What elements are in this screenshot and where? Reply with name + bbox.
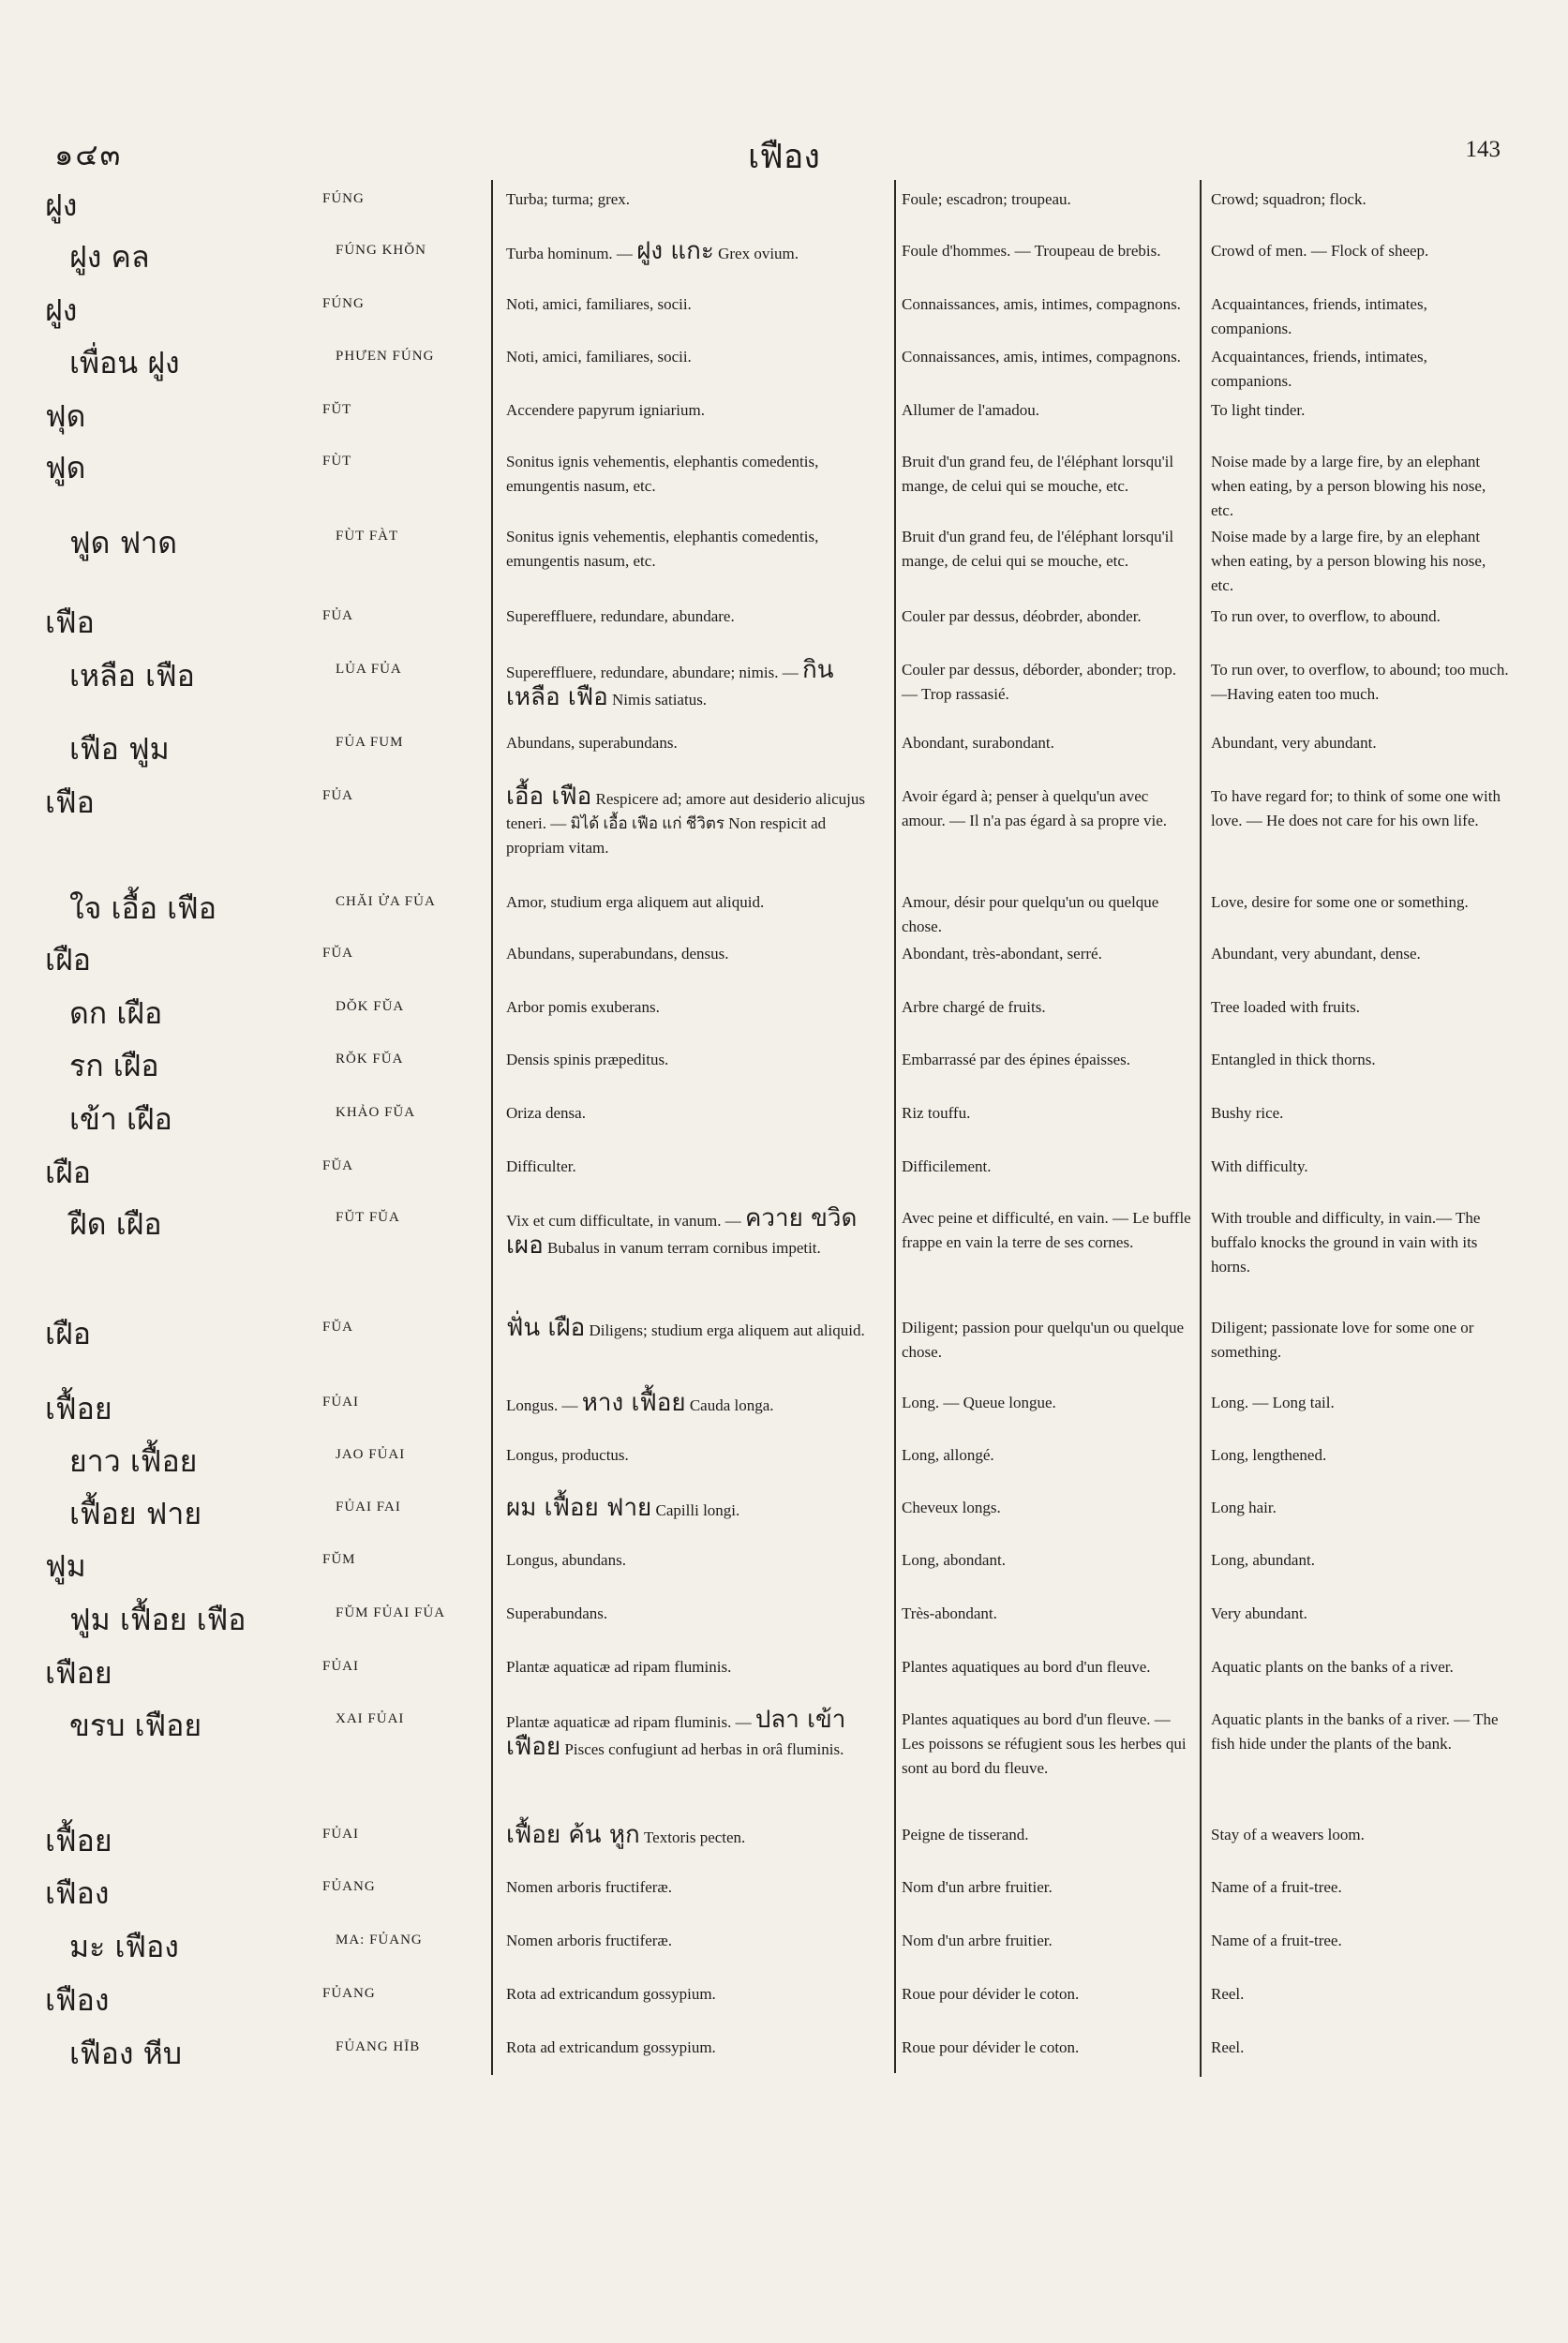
latin-definition	[506, 1708, 887, 1762]
english-definition: Noise made by a large fire, by an elephant when eating, by a person blowing his nose, etc.	[1211, 528, 1486, 594]
french-definition: Avoir égard à; penser à quelqu'un avec amour. — Il n'a pas égard à sa propre vie.	[902, 787, 1167, 829]
english-definition: To have regard for; to think of some one with love. — He does not care for his own life.	[1211, 787, 1501, 829]
english-definition: Abundant, very abundant.	[1211, 734, 1377, 752]
thai-page-number: ๑๔๓	[54, 138, 123, 172]
latin-definition: Longus, productus.	[506, 1446, 629, 1464]
romanization: FỦA	[322, 788, 354, 803]
romanization: FŬT	[322, 402, 352, 417]
french-definition: Bruit d'un grand feu, de l'éléphant lorsqu'il mange, de celui qui se mouche, etc.	[902, 453, 1174, 495]
latin-definition: Abundans, superabundans.	[506, 734, 678, 752]
english-definition: To light tinder.	[1211, 401, 1306, 419]
latin-thai-example: เฟื้อย ค้น หูก	[506, 1821, 640, 1849]
latin-definition	[506, 1391, 887, 1418]
latin-definition: Densis spinis præpeditus.	[506, 1051, 669, 1068]
french-definition: Connaissances, amis, intimes, compagnons.	[902, 295, 1181, 313]
english-definition: Very abundant.	[1211, 1604, 1307, 1622]
english-definition: Name of a fruit-tree.	[1211, 1878, 1342, 1896]
english-definition: Diligent; passionate love for some one or something.	[1211, 1319, 1474, 1361]
french-definition: Bruit d'un grand feu, de l'éléphant lorsqu'il mange, de celui qui se mouche, etc.	[902, 528, 1174, 570]
thai-headword: เฝือ	[45, 942, 91, 977]
romanization: XAI FỦAI	[336, 1711, 405, 1726]
romanization: FŬA	[322, 1158, 354, 1173]
latin-definition: Longus, abundans.	[506, 1551, 626, 1569]
latin-definition: Nomen arboris fructiferæ.	[506, 1932, 673, 1949]
romanization: FÙT	[322, 454, 352, 469]
latin-definition: Turba; turma; grex.	[506, 190, 631, 208]
thai-headword: เฟือ	[45, 604, 95, 640]
romanization: JAO FỦAI	[336, 1447, 406, 1462]
french-definition: Foule; escadron; troupeau.	[902, 190, 1071, 208]
thai-headword: เพื่อน ฝูง	[69, 345, 180, 381]
latin-text: Supereffluere, redundare, abundare; nimis. —	[506, 664, 799, 681]
romanization: FỦANG HĪB	[336, 2039, 421, 2054]
thai-headword: ใจ เอื้อ เฟือ	[69, 890, 217, 926]
english-definition: Bushy rice.	[1211, 1104, 1284, 1122]
latin-text: Turba hominum. —	[506, 245, 633, 262]
latin-definition	[506, 1316, 887, 1343]
french-definition: Couler par dessus, déobrder, abonder.	[902, 607, 1142, 625]
thai-headword: เฟือง หีบ	[69, 2036, 183, 2071]
latin-definition: Nomen arboris fructiferæ.	[506, 1878, 673, 1896]
thai-headword: ฝูง	[45, 292, 78, 328]
page-number: 143	[1465, 137, 1501, 162]
thai-headword: ดก เฝือ	[69, 995, 163, 1031]
latin-definition: Rota ad extricandum gossypium.	[506, 1985, 716, 2003]
thai-headword: ขรบ เฟือย	[69, 1708, 202, 1743]
romanization: FÙT FÀT	[336, 529, 399, 544]
french-definition: Abondant, surabondant.	[902, 734, 1054, 752]
romanization: FÚNG KHŎN	[336, 243, 426, 258]
french-definition: Avec peine et difficulté, en vain. — Le buffle frappe en vain la terre de ses cornes.	[902, 1209, 1191, 1251]
french-definition: Roue pour dévider le coton.	[902, 1985, 1080, 2003]
latin-thai-example: เอื้อ เฟือ	[506, 783, 592, 811]
thai-headword: เฟือง	[45, 1875, 110, 1911]
latin-text: Bubalus in vanum terram cornibus impetit.	[547, 1239, 821, 1257]
french-definition: Long, abondant.	[902, 1551, 1006, 1569]
latin-thai-example: ฝูง แกะ	[636, 237, 714, 265]
latin-text: Respicere ad; amore aut desiderio alicujus teneri. — มิได้ เอื้อ เฟือ แก่ ชีวิตร Non respicit ad propriam vitam.	[506, 790, 866, 857]
english-definition: Love, desire for some one or something.	[1211, 893, 1469, 911]
latin-thai-example: ผม เฟื้อย ฟาย	[506, 1494, 652, 1522]
column-rule-3	[1200, 180, 1202, 2077]
latin-definition: Superabundans.	[506, 1604, 608, 1622]
latin-text: Vix et cum difficultate, in vanum. —	[506, 1212, 741, 1230]
thai-headword: เข้า เฝือ	[69, 1101, 172, 1137]
thai-headword: ยาว เฟื้อย	[69, 1443, 198, 1479]
latin-definition: Rota ad extricandum gossypium.	[506, 2038, 716, 2056]
english-definition: Long. — Long tail.	[1211, 1394, 1335, 1411]
thai-headword: ฟุด	[45, 398, 86, 434]
thai-headword: ฟูด	[45, 450, 86, 485]
english-definition: Name of a fruit-tree.	[1211, 1932, 1342, 1949]
english-definition: Noise made by a large fire, by an elephant when eating, by a person blowing his nose, etc.	[1211, 453, 1486, 519]
romanization: FỦAI FAI	[336, 1500, 401, 1515]
thai-headword: เฟือง	[45, 1982, 110, 2018]
romanization: FỦANG	[322, 1986, 376, 2001]
latin-definition: Oriza densa.	[506, 1104, 586, 1122]
latin-definition: Difficulter.	[506, 1157, 576, 1175]
french-definition: Amour, désir pour quelqu'un ou quelque chose.	[902, 893, 1159, 935]
english-definition: Aquatic plants in the banks of a river. — The fish hide under the plants of the bank.	[1211, 1710, 1499, 1753]
english-definition: Crowd of men. — Flock of sheep.	[1211, 242, 1429, 260]
english-definition: Aquatic plants on the banks of a river.	[1211, 1658, 1454, 1676]
thai-headword: เฟือย	[45, 1655, 112, 1691]
latin-definition	[506, 1496, 887, 1523]
latin-thai-example: ปลา เข้า เฟือย	[506, 1706, 846, 1761]
latin-definition: Sonitus ignis vehementis, elephantis comedentis, emungentis nasum, etc.	[506, 453, 819, 495]
thai-headword: เฟื้อย	[45, 1391, 112, 1426]
romanization: FỦANG	[322, 1879, 376, 1894]
english-definition: Long, lengthened.	[1211, 1446, 1327, 1464]
thai-headword: ฝูง คล	[69, 239, 150, 275]
english-definition: Stay of a weavers loom.	[1211, 1826, 1365, 1843]
french-definition: Long. — Queue longue.	[902, 1394, 1056, 1411]
french-definition: Abondant, très-abondant, serré.	[902, 945, 1102, 963]
thai-headword: รก เฝือ	[69, 1048, 159, 1083]
thai-headword: ฝืด เฝือ	[69, 1206, 162, 1242]
english-definition: To run over, to overflow, to abound; too much. —Having eaten too much.	[1211, 661, 1509, 703]
french-definition: Allumer de l'amadou.	[902, 401, 1040, 419]
latin-definition: Amor, studium erga aliquem aut aliquid.	[506, 893, 765, 911]
romanization: LỦA FỦA	[336, 662, 402, 677]
latin-text: Cauda longa.	[689, 1396, 774, 1414]
french-definition: Nom d'un arbre fruitier.	[902, 1878, 1053, 1896]
thai-headword: เฟื้อย ฟาย	[69, 1496, 202, 1531]
thai-headword: เฝือ	[45, 1316, 91, 1351]
romanization: FỦAI	[322, 1395, 360, 1410]
latin-text: Capilli longi.	[655, 1501, 740, 1519]
romanization: FŬM FỦAI FỦA	[336, 1605, 446, 1620]
latin-definition	[506, 1206, 887, 1261]
english-definition: Entangled in thick thorns.	[1211, 1051, 1376, 1068]
english-definition: Acquaintances, friends, intimates, companions.	[1211, 348, 1427, 390]
english-definition: Tree loaded with fruits.	[1211, 998, 1360, 1016]
thai-headword: ฟูม เฟื้อย เฟือ	[69, 1602, 246, 1637]
romanization: KHẢO FŬA	[336, 1105, 416, 1120]
latin-definition: Supereffluere, redundare, abundare.	[506, 607, 735, 625]
romanization: FỦA FUM	[336, 735, 404, 750]
english-definition: Long hair.	[1211, 1499, 1277, 1516]
romanization: FỦAI	[322, 1659, 360, 1674]
romanization: FÚNG	[322, 296, 365, 311]
romanization: FŬT FŬA	[336, 1210, 400, 1225]
latin-definition: Accendere papyrum igniarium.	[506, 401, 705, 419]
english-definition: Reel.	[1211, 2038, 1245, 2056]
english-definition: With difficulty.	[1211, 1157, 1308, 1175]
french-definition: Cheveux longs.	[902, 1499, 1001, 1516]
latin-definition	[506, 658, 887, 712]
thai-headword: มะ เฟือง	[69, 1929, 179, 1964]
latin-definition: Noti, amici, familiares, socii.	[506, 295, 692, 313]
thai-headword: เฟื้อย	[45, 1823, 112, 1858]
french-definition: Nom d'un arbre fruitier.	[902, 1932, 1053, 1949]
french-definition: Embarrassé par des épines épaisses.	[902, 1051, 1131, 1068]
latin-definition	[506, 239, 887, 266]
latin-thai-example: ควาย ขวิด เผอ	[506, 1204, 858, 1260]
french-definition: Couler par dessus, déborder, abonder; trop. — Trop rassasié.	[902, 661, 1176, 703]
thai-headword: ฟูด ฟาด	[69, 525, 178, 560]
romanization: DŎK FŬA	[336, 999, 405, 1014]
romanization: MA: FỦANG	[336, 1933, 423, 1948]
romanization: FŬA	[322, 946, 354, 961]
thai-headword: เฝือ	[45, 1155, 91, 1190]
latin-text: Grex ovium.	[718, 245, 799, 262]
french-definition: Diligent; passion pour quelqu'un ou quelque chose.	[902, 1319, 1184, 1361]
french-definition: Connaissances, amis, intimes, compagnons.	[902, 348, 1181, 366]
latin-thai-example: กิน เหลือ เฟือ	[506, 656, 834, 711]
romanization: FÚNG	[322, 191, 365, 206]
english-definition: Acquaintances, friends, intimates, companions.	[1211, 295, 1427, 337]
french-definition: Arbre chargé de fruits.	[902, 998, 1046, 1016]
french-definition: Roue pour dévider le coton.	[902, 2038, 1080, 2056]
thai-headword: เฟือ	[45, 784, 95, 820]
romanization: PHƯEN FÚNG	[336, 349, 435, 364]
latin-text: Diligens; studium erga aliquem aut aliquid.	[589, 1321, 865, 1339]
latin-text: Nimis satiatus.	[612, 691, 708, 709]
french-definition: Plantes aquatiques au bord d'un fleuve.	[902, 1658, 1151, 1676]
thai-headword: เฟือ ฟูม	[69, 731, 170, 767]
french-definition: Très-abondant.	[902, 1604, 997, 1622]
latin-text: Pisces confugiunt ad herbas in orâ fluminis.	[564, 1740, 844, 1758]
latin-definition: Plantæ aquaticæ ad ripam fluminis.	[506, 1658, 732, 1676]
latin-text: Plantæ aquaticæ ad ripam fluminis. —	[506, 1713, 752, 1731]
latin-thai-example: ฟั่น เฝือ	[506, 1314, 586, 1342]
romanization: CHĂI ỬA FỦA	[336, 894, 436, 909]
latin-definition: Sonitus ignis vehementis, elephantis comedentis, emungentis nasum, etc.	[506, 528, 819, 570]
english-definition: Abundant, very abundant, dense.	[1211, 945, 1421, 963]
romanization: FŬA	[322, 1320, 354, 1335]
thai-headword: ฟูม	[45, 1548, 86, 1584]
english-definition: Reel.	[1211, 1985, 1245, 2003]
french-definition: Riz touffu.	[902, 1104, 971, 1122]
romanization: FỦA	[322, 608, 354, 623]
latin-definition: Noti, amici, familiares, socii.	[506, 348, 692, 366]
latin-definition: Abundans, superabundans, densus.	[506, 945, 729, 963]
french-definition: Peigne de tisserand.	[902, 1826, 1029, 1843]
romanization: FŬM	[322, 1552, 356, 1567]
romanization: RŎK FŬA	[336, 1052, 404, 1067]
french-definition: Difficilement.	[902, 1157, 992, 1175]
latin-text: Longus. —	[506, 1396, 578, 1414]
english-definition: To run over, to overflow, to abound.	[1211, 607, 1441, 625]
latin-text: Textoris pecten.	[643, 1828, 746, 1846]
column-rule-1	[491, 180, 493, 2075]
french-definition: Long, allongé.	[902, 1446, 994, 1464]
column-rule-2	[894, 180, 896, 2073]
english-definition: With trouble and difficulty, in vain.— The buffalo knocks the ground in vain with its horns.	[1211, 1209, 1481, 1276]
thai-headword: ฝูง	[45, 187, 78, 223]
running-head: เฟือง	[748, 138, 820, 175]
thai-headword: เหลือ เฟือ	[69, 658, 195, 694]
latin-definition	[506, 784, 887, 860]
romanization: FỦAI	[322, 1827, 360, 1842]
french-definition: Plantes aquatiques au bord d'un fleuve. — Les poissons se réfugient sous les herbes qui sont au bord du fleuve.	[902, 1710, 1187, 1777]
latin-definition	[506, 1823, 887, 1850]
english-definition: Crowd; squadron; flock.	[1211, 190, 1366, 208]
english-definition: Long, abundant.	[1211, 1551, 1315, 1569]
latin-thai-example: หาง เฟื้อย	[581, 1389, 686, 1417]
french-definition: Foule d'hommes. — Troupeau de brebis.	[902, 242, 1161, 260]
latin-definition: Arbor pomis exuberans.	[506, 998, 660, 1016]
